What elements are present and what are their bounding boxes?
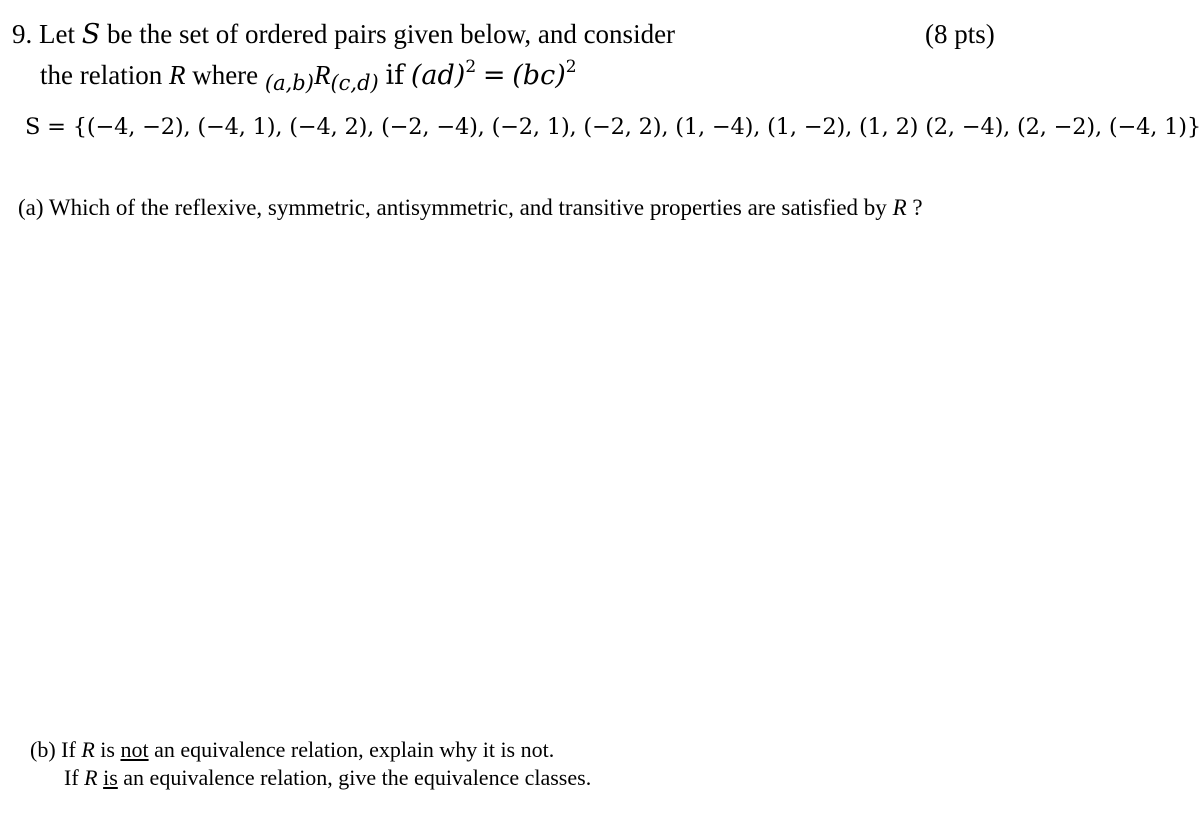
pair-cd: (c,d) — [330, 71, 379, 95]
points-label: (8 pts) — [925, 19, 995, 49]
relation-symbol: R — [313, 60, 331, 90]
if-word: if — [385, 60, 405, 91]
set-variable: S — [81, 19, 101, 50]
part-b-is-underlined: is — [103, 765, 118, 790]
part-a-text: (a) Which of the reflexive, symmetric, antisymmetric, and transitive properties are satisfied by — [18, 195, 887, 220]
question-header — [12, 18, 675, 51]
equals-sign: = — [482, 60, 506, 91]
condition-right: (bc) — [512, 60, 566, 91]
exponent-right: 2 — [565, 57, 577, 77]
condition-left: (ad) — [410, 60, 466, 91]
pair-ab: (a,b) — [264, 71, 314, 95]
question-number: 9. — [12, 19, 33, 49]
part-a-end: ? — [912, 195, 923, 220]
part-b-line2-prefix: If — [64, 765, 79, 790]
intro-rest-text: be the set of ordered pairs given below, and consider — [106, 19, 676, 49]
where-word: where — [192, 60, 259, 90]
part-b-prefix: (b) If — [30, 737, 76, 762]
relation-variable: R — [168, 60, 186, 90]
part-b-line1-suffix: an equivalence relation, explain why it is not. — [154, 737, 555, 762]
part-b-line-2 — [64, 764, 591, 792]
part-b-variable-2: R — [84, 765, 98, 790]
relation-prefix: the relation — [40, 60, 163, 90]
part-b-line-1 — [30, 736, 554, 764]
part-b-is-word: is — [100, 737, 115, 762]
relation-definition — [40, 50, 577, 100]
part-a-question — [18, 193, 923, 223]
part-b-variable-1: R — [81, 737, 95, 762]
part-b-line2-suffix: an equivalence relation, give the equivalence classes. — [123, 765, 592, 790]
set-definition: S = {(−4, −2), (−4, 1), (−4, 2), (−2, −4), (−2, 1), (−2, 2), (1, −4), (1, −2), (1, 2) (2, −4), (2, −2), (−4, 1)} — [25, 114, 1201, 140]
part-a-variable: R — [892, 195, 907, 220]
part-b-not-word: not — [120, 737, 149, 762]
exponent-left: 2 — [465, 57, 477, 77]
intro-text: Let — [39, 19, 75, 49]
